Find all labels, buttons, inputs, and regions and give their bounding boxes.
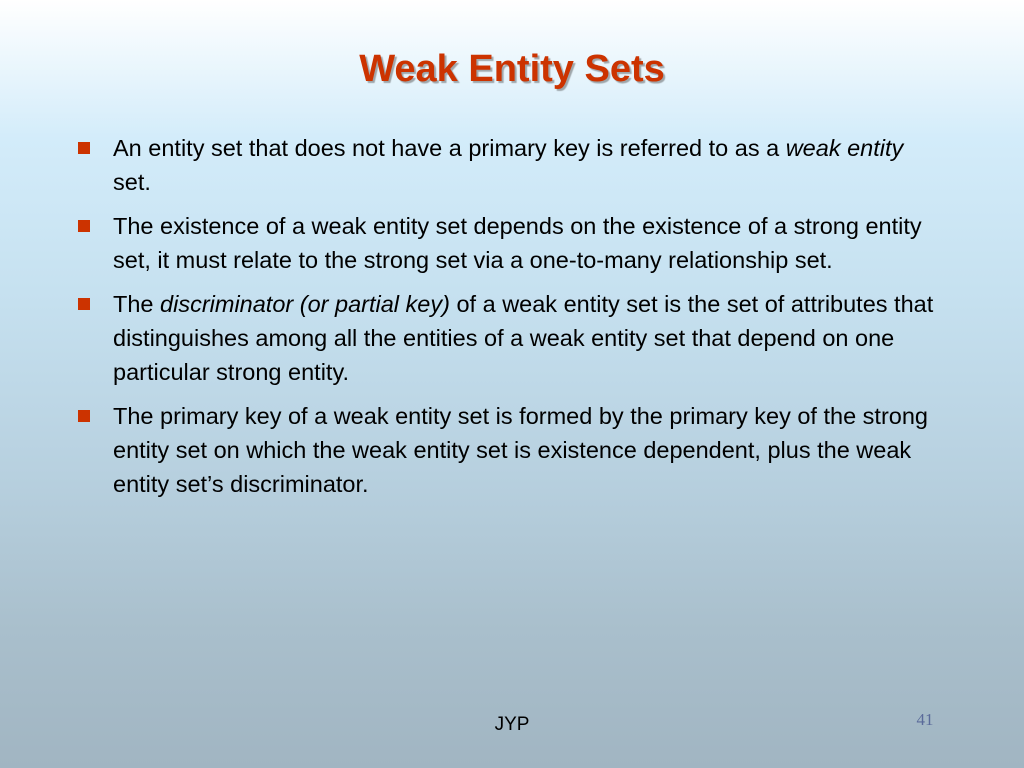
bullet-text bbox=[113, 135, 903, 195]
square-bullet-icon bbox=[78, 220, 90, 232]
square-bullet-icon bbox=[78, 410, 90, 422]
bullet-term-discriminator: discriminator (or partial key) bbox=[160, 291, 450, 317]
square-bullet-icon bbox=[78, 142, 90, 154]
bullet-text-part: of a weak entity set is the set of attributes that distinguishes among all the entities of a weak entity set that depend on one particular strong entity. bbox=[113, 291, 934, 385]
page-number: 41 bbox=[916, 710, 934, 729]
bullet-term-weak-entity: weak entity bbox=[785, 135, 904, 161]
footer-text: JYP bbox=[494, 714, 530, 735]
bullet-item bbox=[76, 131, 946, 199]
bullet-text-part: The existence of a weak entity set depends on the existence of a strong entity set, it must relate to the strong set via a one-to-many relationship set. bbox=[113, 213, 922, 273]
bullet-text-part: The bbox=[113, 291, 161, 317]
square-bullet-icon bbox=[78, 298, 90, 310]
bullet-text bbox=[113, 403, 928, 497]
bullet-text bbox=[113, 213, 922, 273]
slide-title: Weak Entity Sets bbox=[359, 48, 665, 91]
bullet-item bbox=[76, 209, 946, 277]
bullet-list bbox=[76, 131, 946, 511]
bullet-item bbox=[76, 399, 946, 501]
bullet-text bbox=[113, 291, 933, 385]
bullet-text-part: An entity set that does not have a primary key is referred to as a bbox=[113, 135, 786, 161]
bullet-item bbox=[76, 287, 946, 389]
bullet-text-part: The primary key of a weak entity set is formed by the primary key of the strong entity set on which the weak entity set is existence dependent, plus the weak entity set’s discriminator. bbox=[113, 403, 928, 497]
bullet-text-part: set. bbox=[113, 169, 151, 195]
